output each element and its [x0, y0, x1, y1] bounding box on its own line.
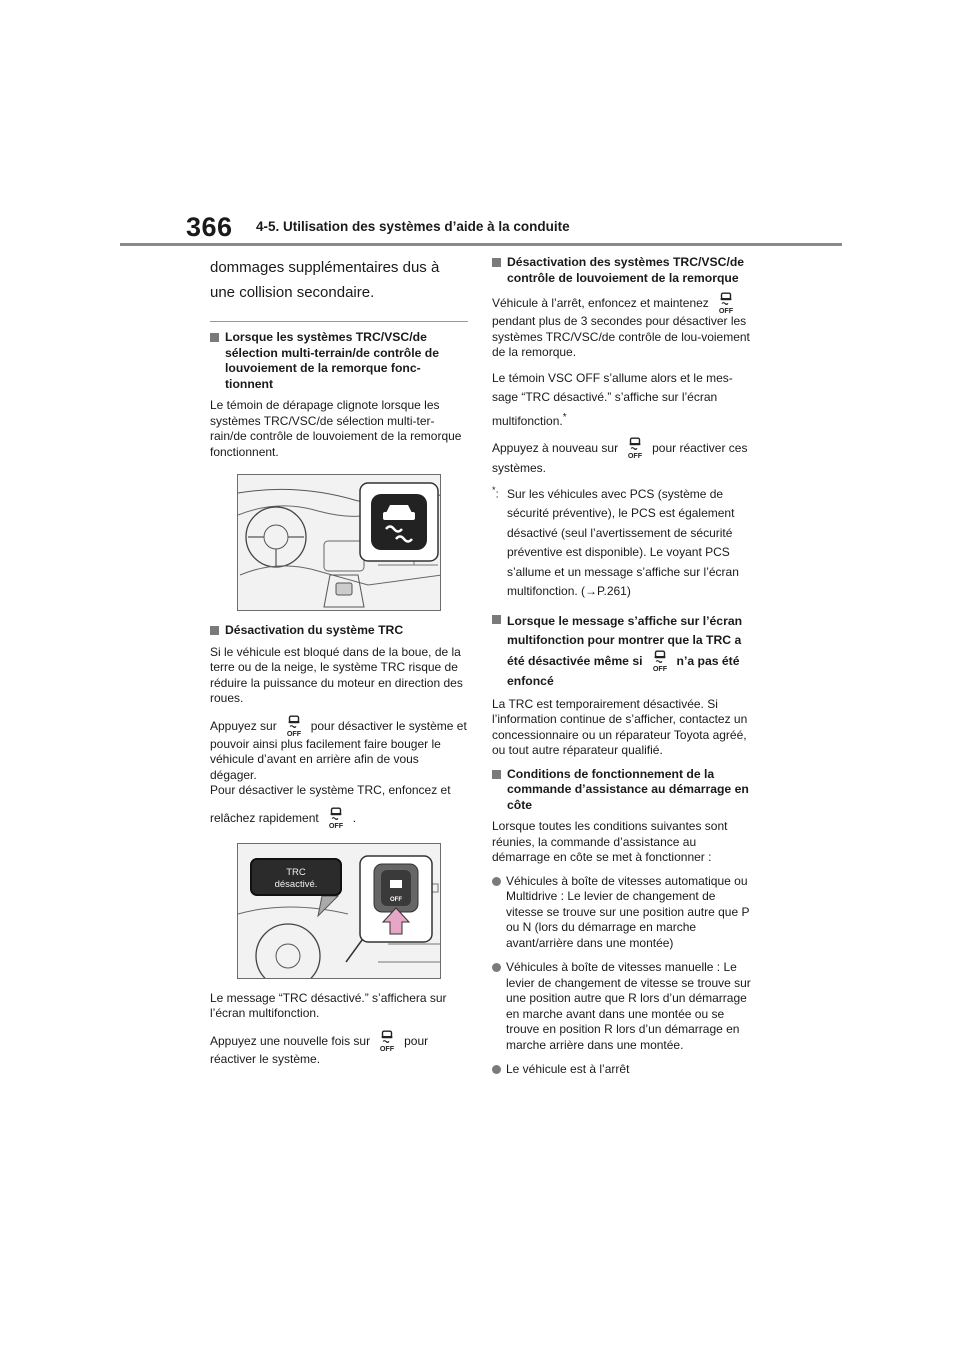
list-item: Véhicules à boîte de vitesses manuelle : Le levier de changement de vitesse se trouve sur une position autre que R lors d’un démarrage en marche avant dans une montée ou se trouve en position R lors d’un démarrage en marche arrière dans une montée. [492, 960, 754, 1053]
figure-slip-indicator [237, 474, 441, 611]
list-item: Le véhicule est à l’arrêt [492, 1062, 754, 1078]
vsc-off-icon [325, 807, 347, 829]
section-trc-vsc-operating-title: Lorsque les systèmes TRC/VSC/de sélection multi-terrain/de contrôle de louvoiement de la remorque fonc-tionnent [210, 330, 468, 392]
section-square-icon [210, 626, 219, 635]
svg-text:OFF: OFF [390, 896, 402, 903]
lead-paragraph: dommages supplémentaires dus à une collision secondaire. [210, 259, 440, 301]
list-item: Véhicules à boîte de vitesses automatique ou Multidrive : Le levier de changement de vitesse se trouve sur une position autre que P ou N (lors du démarrage en marche avant/arrière dans une montée) [492, 874, 754, 952]
left-column [210, 255, 468, 1075]
bullet-dot-icon [492, 963, 501, 972]
chapter-title: 4-5. Utilisation des systèmes d’aide à la conduite [256, 219, 570, 234]
trc-reactivate-instruction: Appuyez une nouvelle fois sur pour réactiver le système. [210, 1030, 468, 1068]
section-trc-off-body: Si le véhicule est bloqué dans de la boue, de la terre ou de la neige, le système TRC risque de réduire la puissance du moteur en direction des roues. [210, 644, 463, 705]
section-hill-start-body: Lorsque toutes les conditions suivantes sont réunies, la commande d’assistance au démarrage en côte se met à fonctionner : [492, 819, 728, 864]
vsc-off-icon [376, 1030, 398, 1052]
section-trc-off-title: Désactivation du système TRC [210, 623, 468, 639]
dashboard-illustration [238, 475, 441, 611]
section-trc-message-body: La TRC est temporairement désactivée. Si l’information continue de s’afficher, contactez un concessionnaire ou un réparateur Toyota agréé, ou tout autre réparateur qualifié. [492, 696, 748, 757]
section-square-icon [492, 770, 501, 779]
trc-vsc-off-instruction: Véhicule à l’arrêt, enfoncez et maintenez pendant plus de 3 secondes pour désactiver les systèmes TRC/VSC/de contrôle de lou-voiement de la remorque. [492, 292, 754, 361]
right-column [492, 255, 754, 1087]
vsc-reactivate-instruction: Appuyez à nouveau sur pour réactiver ces systèmes. [492, 437, 754, 479]
vsc-off-icon [715, 292, 737, 314]
bullet-dot-icon [492, 1065, 501, 1074]
vsc-off-icon [283, 715, 305, 737]
section-square-icon [210, 333, 219, 342]
figure-trc-off-switch [237, 843, 441, 979]
trc-off-instruction: Appuyez sur pour désactiver le système et pouvoir ainsi plus facilement faire bouger le véhicule d’avant en arrière afin de vous dégager. Pour désactiver le système TRC, enfoncez et [210, 715, 468, 799]
section-trc-message-title: Lorsque le message s’affiche sur l’écran multifonction pour montrer que la TRC a été désactivée même si n’a pas été enfoncé [492, 612, 754, 691]
vsc-off-icon [624, 437, 646, 459]
section-trc-vsc-operating-body: Le témoin de dérapage clignote lorsque les systèmes TRC/VSC/de sélection multi-ter-rain/de contrôle de louvoiement de la remorque fonctionnent. [210, 398, 462, 459]
trc-off-message-note: Le message “TRC désactivé.” s’affichera sur l’écran multifonction. [210, 990, 447, 1020]
pcs-footnote: *: Sur les véhicules avec PCS (système de sécurité préventive), le PCS est également désactivé (seul l’avertissement de sécurité préventive est disponible). Le voyant PCS s’allume et un message s’affiche sur l’écran multifonction. (→P.261) [492, 484, 739, 598]
section-hill-start-title: Conditions de fonctionnement de la commande d’assistance au démarrage en côte [492, 767, 754, 814]
vsc-off-icon [649, 650, 671, 672]
header-rule [120, 243, 842, 246]
section-square-icon [492, 615, 501, 624]
section-trc-vsc-off-title: Désactivation des systèmes TRC/VSC/de contrôle de louvoiement de la remorque [492, 255, 754, 286]
trc-off-message-display: TRC désactivé. [250, 858, 342, 896]
bullet-dot-icon [492, 877, 501, 886]
trc-off-release-line: relâchez rapidement . [210, 807, 468, 829]
page-number: 366 [186, 212, 233, 242]
vsc-off-indicator-note: Le témoin VSC OFF s’allume alors et le mes-sage “TRC désactivé.” s’affiche sur l’écran multifonction.* [492, 370, 733, 428]
section-divider [210, 321, 468, 322]
section-square-icon [492, 258, 501, 267]
